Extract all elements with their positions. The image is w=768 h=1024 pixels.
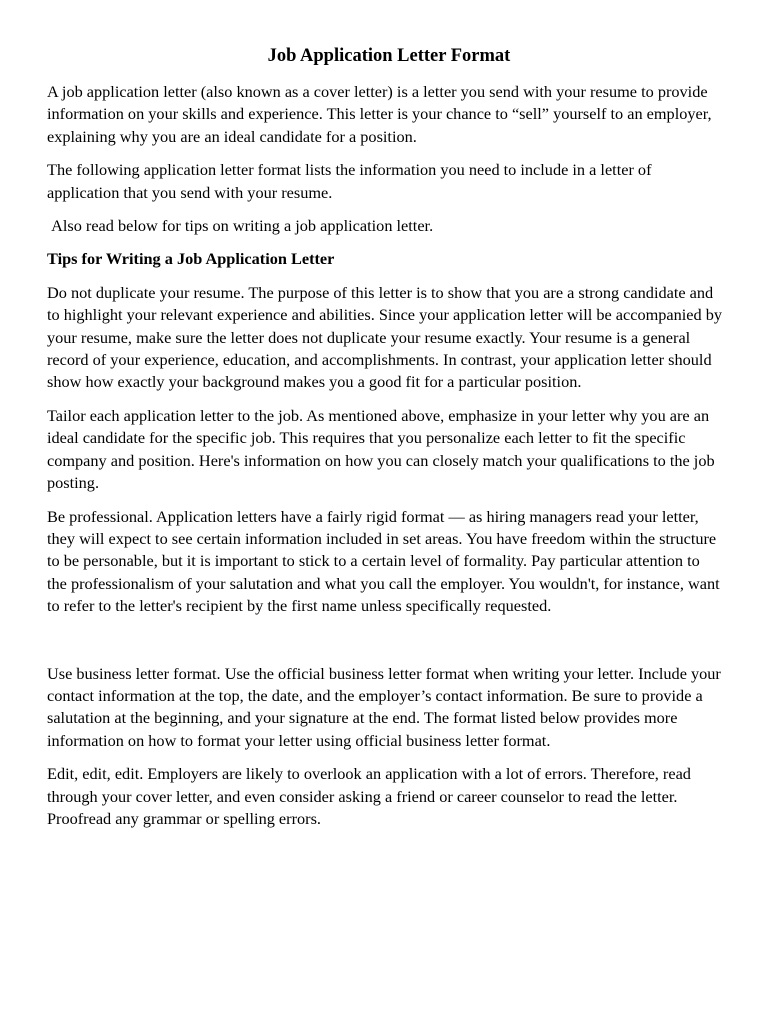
tip-paragraph-edit: Edit, edit, edit. Employers are likely to overlook an application with a lot of errors. Therefore, read through your cover letter, and even consider asking a friend or career counselor to read the letter. Proofread any grammar or spelling errors.	[47, 764, 691, 828]
intro-paragraph-2: The following application letter format lists the information you need to include in a letter of application that you send with your resume.	[47, 160, 652, 202]
tip-paragraph-be-professional: Be professional. Application letters have a fairly rigid format — as hiring managers read your letter, they will expect to see certain information included in set areas. You have freedom within the structure to be personable, but it is important to stick to a certain level of formality. Pay particular attention to the professionalism of your salutation and what you call the employer. You wouldn't, for instance, want to refer to the letter's recipient by the first name unless specifically requested.	[47, 506, 720, 616]
document-page	[47, 44, 723, 841]
tip-paragraph-tailor-letter: Tailor each application letter to the job. As mentioned above, emphasize in your letter why you are an ideal candidate for the specific job. This requires that you personalize each letter to fit the specific company and position. Here's information on how you can closely match your qualifications to the job posting.	[47, 405, 715, 493]
tip-paragraph-duplicate-resume: Do not duplicate your resume. The purpose of this letter is to show that you are a strong candidate and to highlight your relevant experience and abilities. Since your application letter will be accompanied by your resume, make sure the letter does not duplicate your resume exactly. Your resume is a general record of your experience, education, and accomplishments. In contrast, your application letter should show how exactly your background makes you a good fit for a particular position.	[47, 282, 722, 392]
tip-paragraph-business-format: Use business letter format. Use the official business letter format when writing your letter. Include your contact information at the top, the date, and the employer’s contact information. Be sure to provide a salutation at the beginning, and your signature at the end. The format listed below provides more information on how to format your letter using official business letter format.	[47, 663, 721, 750]
intro-paragraph-1: A job application letter (also known as a cover letter) is a letter you send with your resume to provide information on your skills and experience. This letter is your chance to “sell” yourself to an employer, explaining why you are an ideal candidate for a position.	[47, 82, 712, 146]
intro-paragraph-3: Also read below for tips on writing a job application letter.	[47, 216, 434, 236]
tips-heading: Tips for Writing a Job Application Letter	[47, 249, 335, 269]
document-title: Job Application Letter Format	[267, 46, 511, 66]
